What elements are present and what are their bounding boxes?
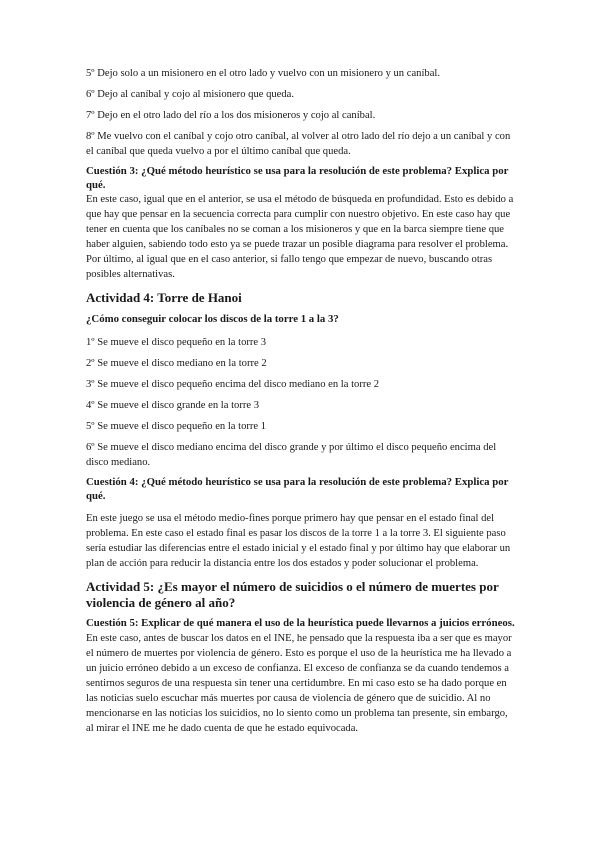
activity-4-heading: Actividad 4: Torre de Hanoi: [86, 290, 242, 305]
hanoi-step: 2º Se mueve el disco mediano en la torre 2: [86, 358, 267, 369]
question-5-heading: Cuestión 5: Explicar de qué manera el uso de la heurística puede llevarnos a juicios erróneos.: [86, 617, 515, 629]
hanoi-step: 5º Se mueve el disco pequeño en la torre 1: [86, 421, 267, 432]
activity-4-subheading: ¿Cómo conseguir colocar los discos de la torre 1 a la 3?: [86, 313, 339, 325]
question-5-answer: En este caso, antes de buscar los datos en el INE, he pensado que la respuesta iba a ser que es mayor el número de muertes por violencia de género. Esto es porque el uso de la heurística me ha llevado a un juicio erróneo debido a un exceso de confianza. El exceso de confianza se da cuando tendemos a sentirnos seguros de una respuesta sin tener una certidumbre. En mi caso esto se ha dado porque en las noticias suelo escuchar más muertes por causa de violencia de género que de suicidio. Al no mencionarse en las noticias los suicidios, no lo siento como un problema tan presente, sin embargo, al mirar el INE me he dado cuenta de que he estado equivocada.: [86, 632, 512, 734]
question-3-heading: Cuestión 3: ¿Qué método heurístico se usa para la resolución de este problema? Explica por qué.: [86, 165, 509, 191]
question-4-answer: En este juego se usa el método medio-fines porque primero hay que pensar en el estado final del problema. En este caso el estado final es pasar los discos de la torre 1 a la torre 3. El siguiente paso sería estudiar las diferencias entre el estado inicial y el estado final y por último hay que elaborar un plan de acción para reducir la distancia entre los dos estados y poder solucionar el problema.: [86, 513, 511, 569]
question-3-answer: En este caso, igual que en el anterior, se usa el método de búsqueda en profundidad. Esto es debido a que hay que pensar en la secuencia correcta para cumplir con nuestro objetivo. En este caso hay que tener en cuenta que los caníbales no se coman a los misioneros y que en la barca siempre tiene que haber alguien, sabiendo todo esto ya se puede trazar un posible diagrama para resolver el problema. Por último, al igual que en el caso anterior, si fallo tengo que empezar de nuevo, buscando otras posibles alternativas.: [86, 194, 514, 280]
question-4-heading: Cuestión 4: ¿Qué método heurístico se usa para la resolución de este problema? Explica por qué.: [86, 476, 509, 502]
step-item: 8º Me vuelvo con el caníbal y cojo otro caníbal, al volver al otro lado del río dejo a un caníbal y con el caníbal que queda vuelvo a por el último caníbal que queda.: [86, 131, 511, 157]
step-item: 6º Dejo al caníbal y cojo al misionero que queda.: [86, 89, 295, 100]
hanoi-step: 6º Se mueve el disco mediano encima del disco grande y por último el disco pequeño encima del disco mediano.: [86, 442, 497, 468]
activity-5-heading: Actividad 5: ¿Es mayor el número de suicidios o el número de muertes por violencia de género al año?: [86, 579, 499, 610]
step-item: 5º Dejo solo a un misionero en el otro lado y vuelvo con un misionero y un caníbal.: [86, 68, 440, 79]
hanoi-step: 3º Se mueve el disco pequeño encima del disco mediano en la torre 2: [86, 379, 380, 390]
hanoi-step: 4º Se mueve el disco grande en la torre 3: [86, 400, 260, 411]
step-item: 7º Dejo en el otro lado del río a los dos misioneros y cojo al caníbal.: [86, 110, 376, 121]
hanoi-step: 1º Se mueve el disco pequeño en la torre 3: [86, 337, 267, 348]
